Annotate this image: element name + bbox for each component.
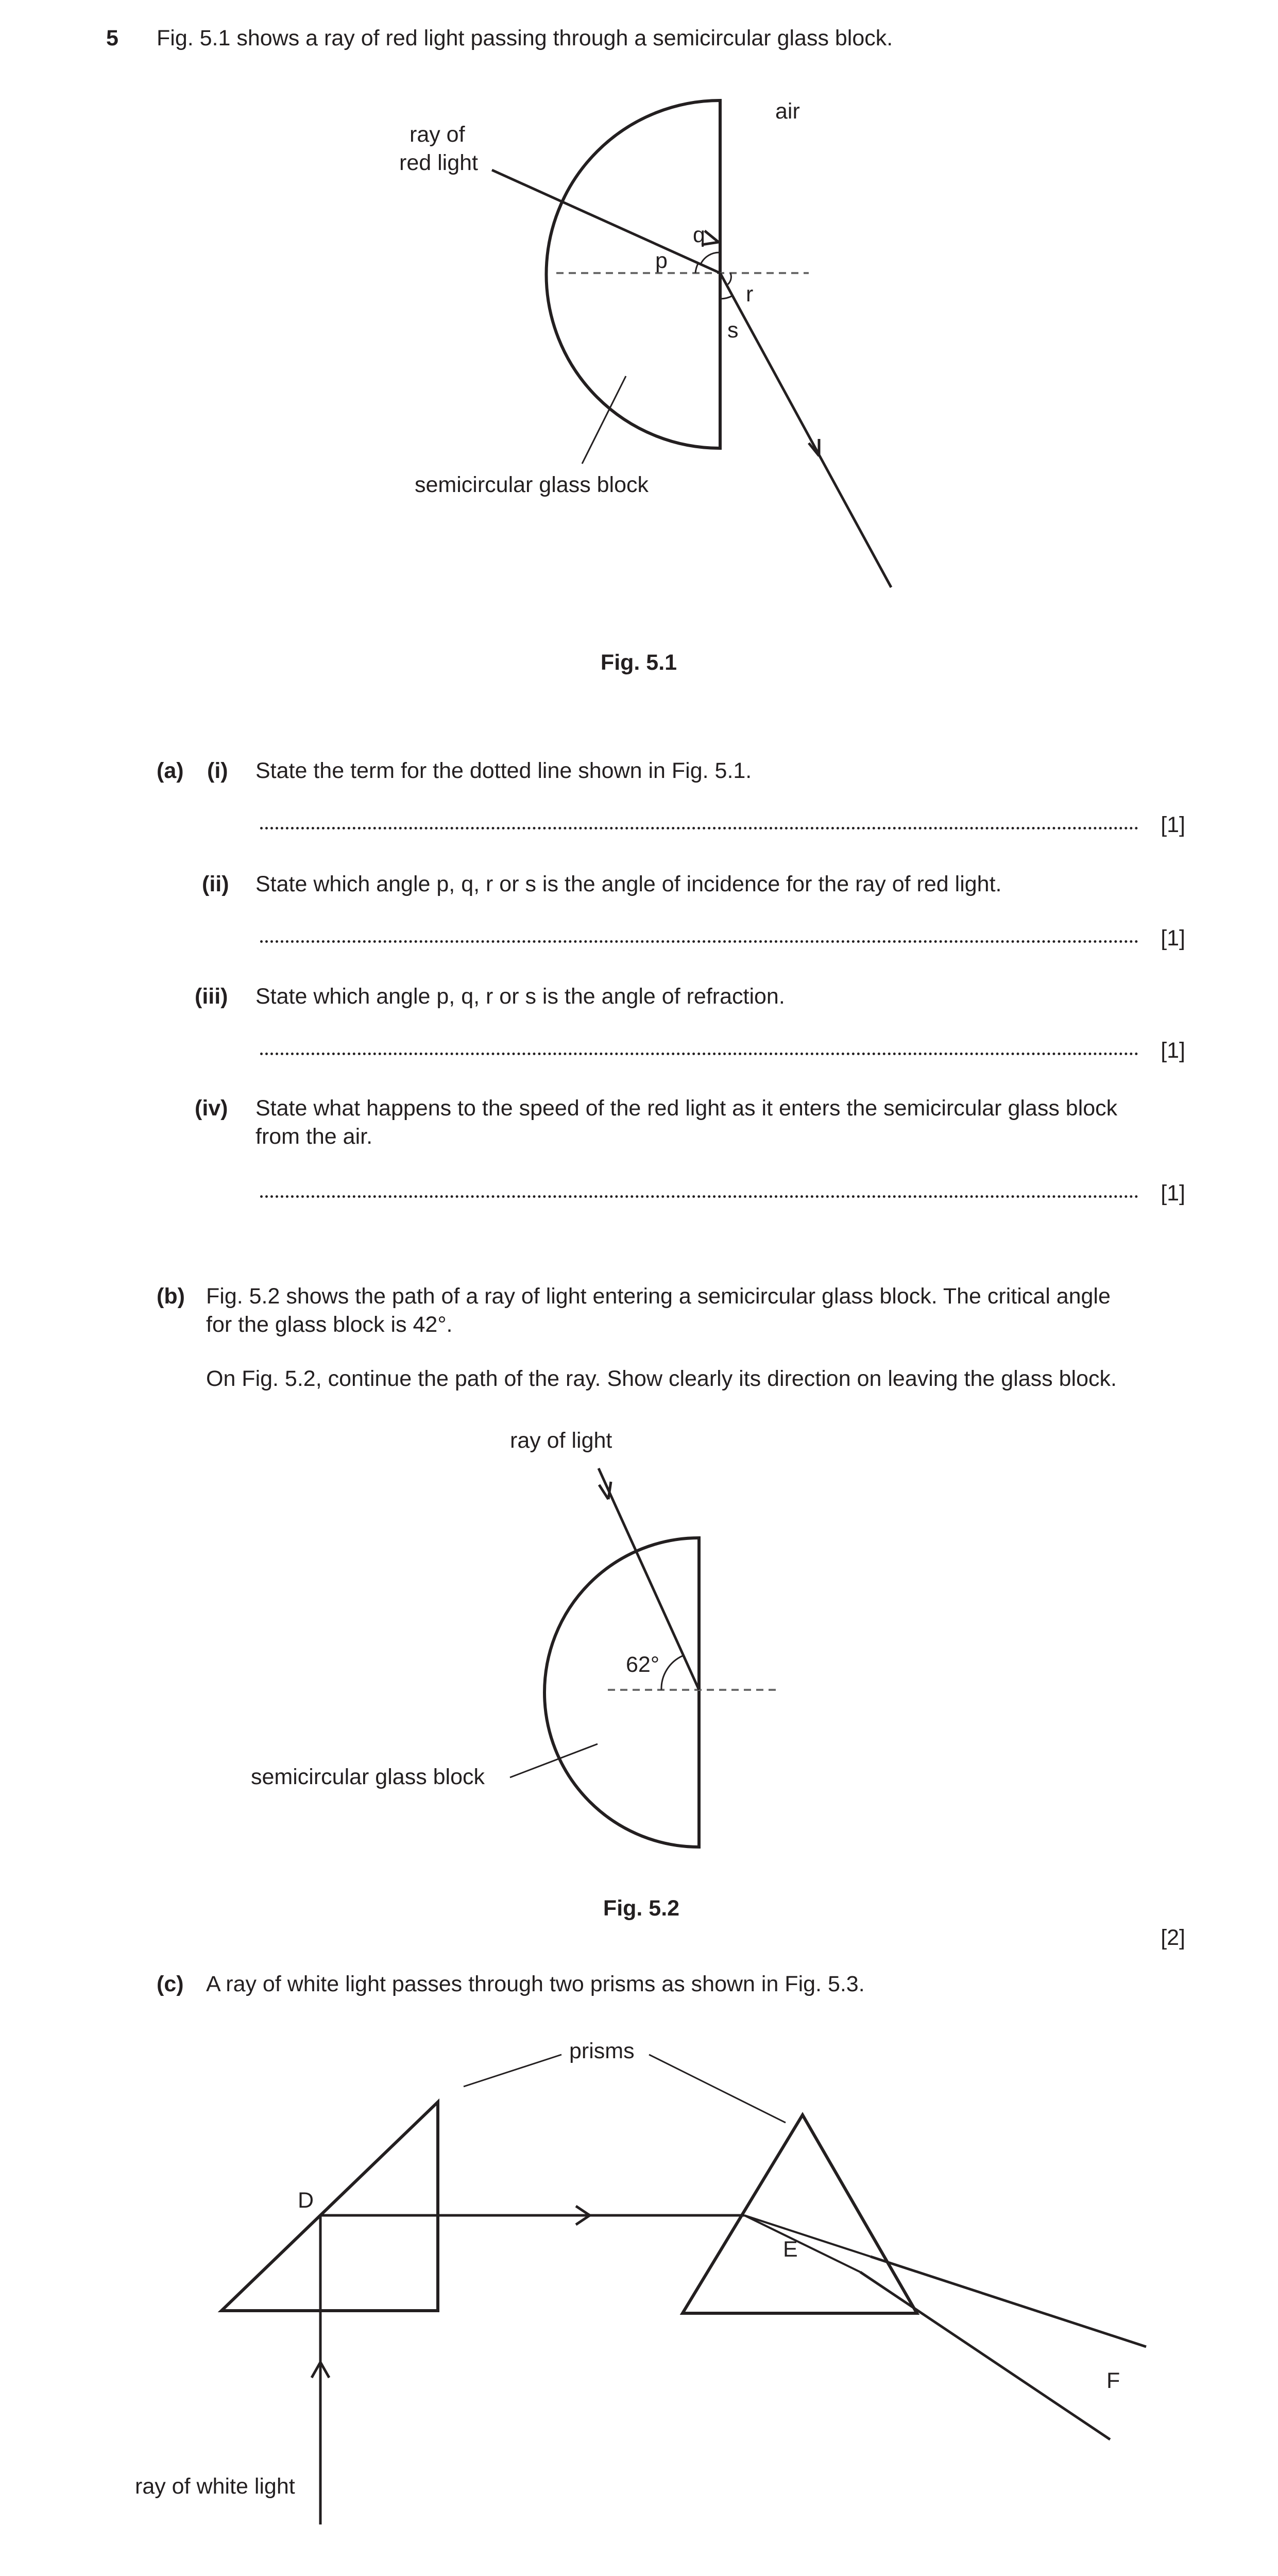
label-glass-block-2: semicircular glass block — [251, 1765, 485, 1789]
part-a-ii-num: (ii) — [202, 872, 229, 896]
part-b-text-2: for the glass block is 42°. — [206, 1312, 453, 1337]
mark-a-ii: [1] — [1161, 926, 1185, 951]
part-a-iv-text-2: from the air. — [255, 1124, 373, 1149]
part-a-ii-text: State which angle p, q, r or s is the angle of incidence for the ray of red light. — [255, 872, 1002, 896]
label-ray-red-1: ray of — [410, 122, 465, 147]
mark-a-i: [1] — [1161, 812, 1185, 837]
label-angle-62: 62° — [626, 1652, 660, 1677]
spectrum-ray-lower — [860, 2272, 1110, 2439]
part-a-iv-text-1: State what happens to the speed of the red light as it enters the semicircular glass block — [255, 1096, 1118, 1121]
part-b-text-1: Fig. 5.2 shows the path of a ray of light entering a semicircular glass block. The critical angle — [206, 1284, 1111, 1309]
mark-b: [2] — [1161, 1925, 1185, 1950]
part-a-i-num: (i) — [207, 758, 228, 783]
label-D: D — [298, 2188, 314, 2213]
part-b-instruction: On Fig. 5.2, continue the path of the ray. Show clearly its direction on leaving the glass block. — [206, 1366, 1117, 1391]
fig-5-1-caption: Fig. 5.1 — [600, 650, 677, 675]
label-E: E — [783, 2237, 798, 2262]
label-glass-block: semicircular glass block — [415, 472, 649, 497]
label-angle-s: s — [727, 318, 739, 343]
part-a-label: (a) — [157, 758, 184, 783]
part-c-label: (c) — [157, 1972, 184, 1996]
prisms-leader-left — [464, 2055, 561, 2087]
part-a-i-text: State the term for the dotted line shown in Fig. 5.1. — [255, 758, 752, 783]
label-prisms: prisms — [569, 2039, 635, 2063]
label-F: F — [1106, 2368, 1120, 2393]
prism-left — [221, 2102, 438, 2311]
label-angle-q: q — [693, 223, 705, 247]
inside-prism-ray-2 — [744, 2215, 860, 2272]
part-c-text: A ray of white light passes through two prisms as shown in Fig. 5.3. — [206, 1972, 865, 1996]
label-air: air — [775, 99, 800, 124]
part-b-label: (b) — [157, 1284, 185, 1309]
part-a-iii-num: (iii) — [195, 984, 228, 1009]
label-angle-r: r — [746, 282, 754, 307]
question-number: 5 — [106, 26, 118, 50]
mark-a-iii: [1] — [1161, 1038, 1185, 1063]
part-a-iv-num: (iv) — [195, 1096, 228, 1121]
part-a-iii-text: State which angle p, q, r or s is the angle of refraction. — [255, 984, 785, 1009]
inside-prism-ray-1 — [744, 2215, 871, 2257]
mark-a-iv: [1] — [1161, 1181, 1185, 1206]
label-angle-p: p — [655, 248, 668, 273]
label-ray-of-light: ray of light — [510, 1428, 612, 1453]
label-white-light: ray of white light — [135, 2474, 295, 2499]
label-ray-red-2: red light — [399, 150, 478, 175]
question-intro: Fig. 5.1 shows a ray of red light passing through a semicircular glass block. — [157, 26, 893, 50]
fig-5-2-caption: Fig. 5.2 — [603, 1896, 680, 1921]
prisms-leader-right — [649, 2055, 786, 2123]
